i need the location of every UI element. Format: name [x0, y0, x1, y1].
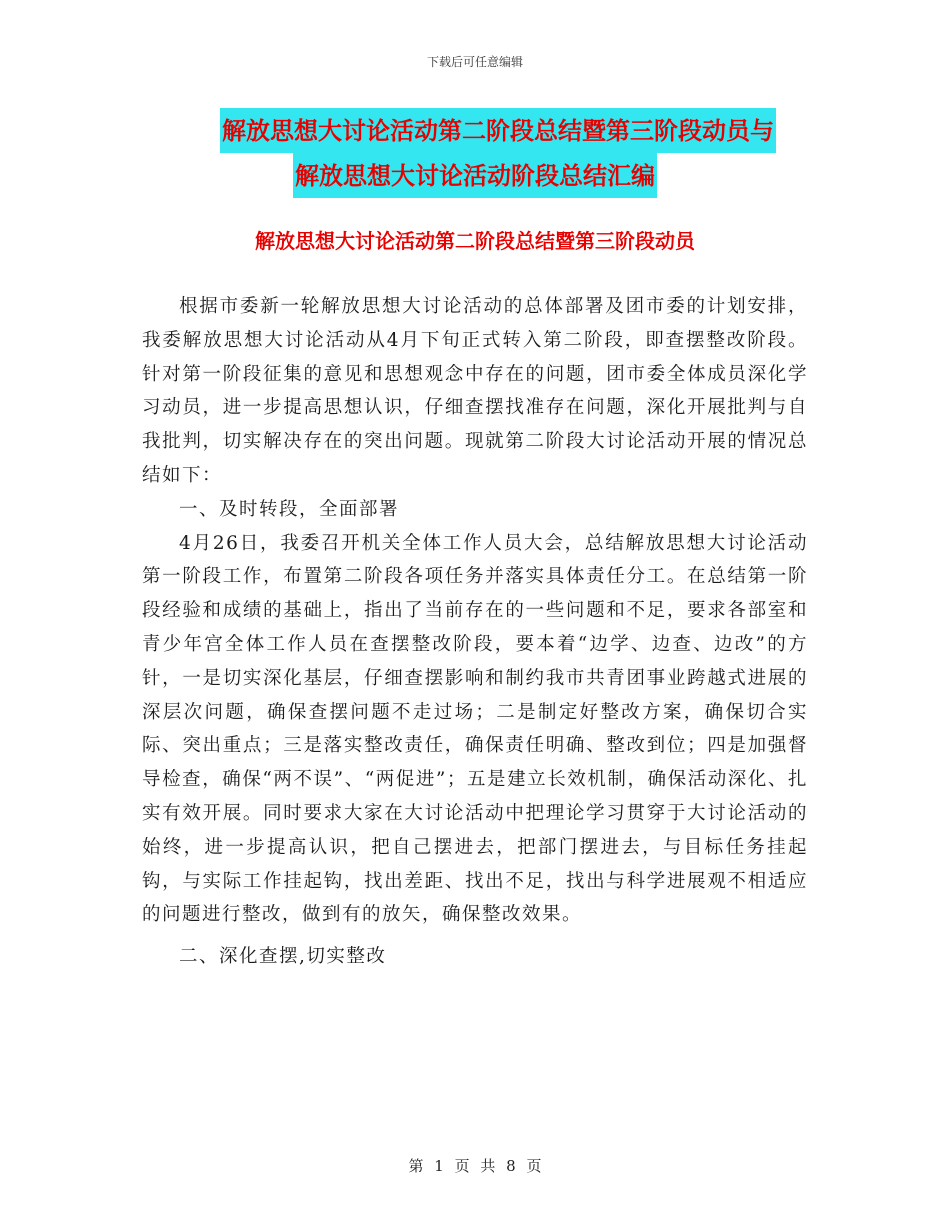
paragraph-heading-2: 二、深化查摆,切实整改 [179, 946, 387, 968]
page-footer: 第 1 页 共 8 页 [408, 1157, 542, 1175]
paragraph-heading-1: 一、及时转段，全面部署 [179, 498, 400, 520]
paragraph-intro: 根据市委新一轮解放思想大讨论活动的总体部署及团市委的计划安排，我委解放思想大讨论活动从4月下旬正式转入第二阶段，即查摆整改阶段。针对第一阶段征集的意见和思想观念中存在的问题，团市委全体成员深化学习动员，进一步提高思想认识，仔细查摆找准存在问题，深化开展批判与自我批判，切实解决存在的突出问题。现就第二阶段大讨论活动开展的情况总结如下： [142, 296, 808, 486]
document-title-line-1: 解放思想大讨论活动第二阶段总结暨第三阶段动员与 [220, 108, 776, 153]
document-title [0, 108, 950, 198]
header-note: 下载后可任意编辑 [426, 55, 523, 69]
document-title-line-2: 解放思想大讨论活动阶段总结汇编 [293, 153, 657, 198]
body-text [142, 290, 808, 974]
paragraph-body-1: 4月26日，我委召开机关全体工作人员大会，总结解放思想大讨论活动第一阶段工作，布置第二阶段各项任务并落实具体责任分工。在总结第一阶段经验和成绩的基础上，指出了当前存在的一些问题和不足，要求各部室和青少年宫全体工作人员在查摆整改阶段，要本着“边学、边查、边改”的方针，一是切实深化基层，仔细查摆影响和制约我市共青团事业跨越式进展的深层次问题，确保查摆问题不走过场；二是制定好整改方案，确保切合实际、突出重点；三是落实整改责任，确保责任明确、整改到位；四是加强督导检查，确保“两不误”、“两促进”；五是建立长效机制，确保活动深化、扎实有效开展。同时要求大家在大讨论活动中把理论学习贯穿于大讨论活动的始终，进一步提高认识，把自己摆进去，把部门摆进去，与目标任务挂起钩，与实际工作挂起钩，找出差距、找出不足，找出与科学进展观不相适应的问题进行整改，做到有的放矢，确保整改效果。 [142, 532, 808, 926]
section-title: 解放思想大讨论活动第二阶段总结暨第三阶段动员 [255, 229, 695, 253]
